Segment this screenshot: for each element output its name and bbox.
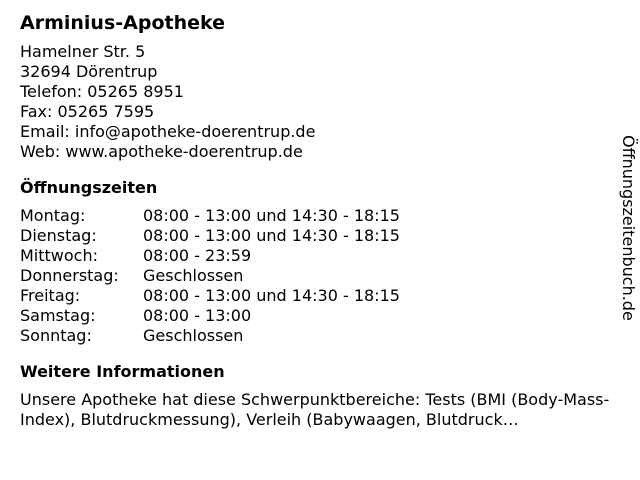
hours-time: 08:00 - 13:00 und 14:30 - 18:15 — [143, 226, 400, 245]
hours-heading: Öffnungszeiten — [20, 178, 158, 197]
address-web: Web: www.apotheke-doerentrup.de — [20, 142, 303, 161]
hours-day: Mittwoch: — [20, 246, 98, 265]
hours-day: Montag: — [20, 206, 86, 225]
hours-time: 08:00 - 13:00 und 14:30 - 18:15 — [143, 206, 400, 225]
hours-time: 08:00 - 23:59 — [143, 246, 252, 265]
hours-time: 08:00 - 13:00 — [143, 306, 252, 325]
address-email: Email: info@apotheke-doerentrup.de — [20, 122, 316, 141]
hours-row — [20, 286, 620, 306]
address-city: 32694 Dörentrup — [20, 62, 158, 81]
address-phone: Telefon: 05265 8951 — [20, 82, 184, 101]
info-text: Unsere Apotheke hat diese Schwerpunktbereiche: Tests (BMI (Body-Mass-Index), Blutdruckmessung), Verleih (Babywaagen, Blutdruck… — [20, 390, 610, 429]
hours-day: Freitag: — [20, 286, 81, 305]
hours-row — [20, 326, 620, 346]
address-street: Hamelner Str. 5 — [20, 42, 146, 61]
hours-table — [20, 206, 620, 346]
hours-time: 08:00 - 13:00 und 14:30 - 18:15 — [143, 286, 400, 305]
hours-day: Sonntag: — [20, 326, 92, 345]
address-block — [20, 42, 620, 162]
hours-day: Donnerstag: — [20, 266, 119, 285]
brand-watermark: Öffnungszeitenbuch.de — [619, 135, 638, 321]
pharmacy-card — [20, 10, 620, 430]
hours-time: Geschlossen — [143, 266, 244, 285]
hours-row — [20, 206, 620, 226]
info-heading: Weitere Informationen — [20, 362, 225, 381]
hours-row — [20, 246, 620, 266]
pharmacy-name: Arminius-Apotheke — [20, 12, 226, 34]
hours-row — [20, 266, 620, 286]
address-fax: Fax: 05265 7595 — [20, 102, 155, 121]
hours-day: Samstag: — [20, 306, 96, 325]
hours-row — [20, 226, 620, 246]
hours-day: Dienstag: — [20, 226, 97, 245]
hours-time: Geschlossen — [143, 326, 244, 345]
hours-row — [20, 306, 620, 326]
